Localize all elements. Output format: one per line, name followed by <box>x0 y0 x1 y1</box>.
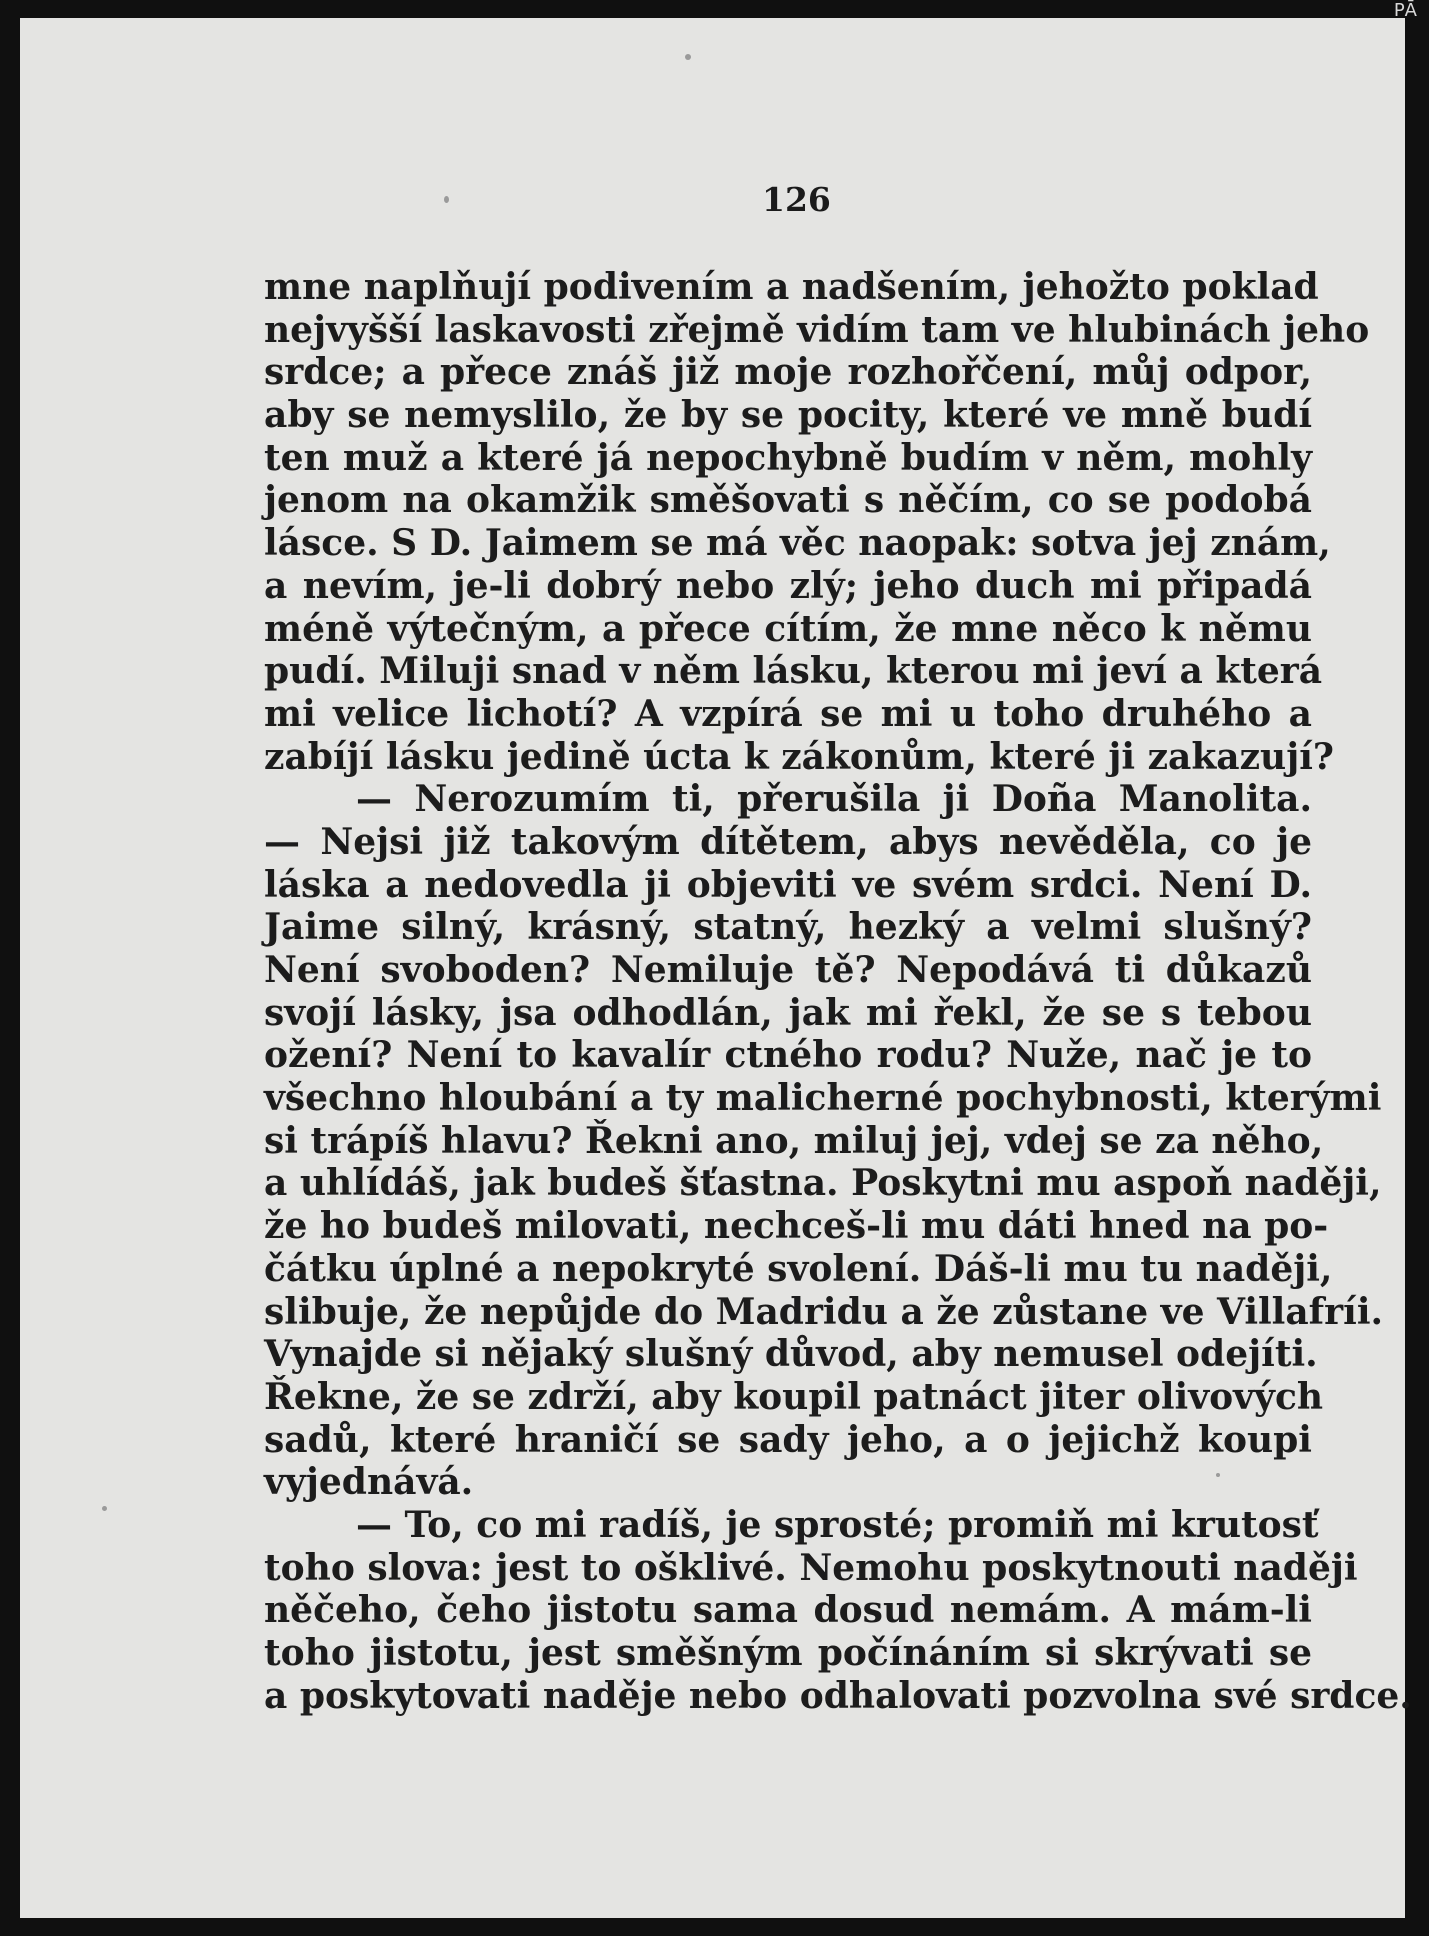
text-line: a nevím, je-li dobrý nebo zlý; jeho duch mi připadá <box>264 564 1312 607</box>
text-line: vyjednává. <box>264 1461 474 1504</box>
text-line: ožení? Není to kavalír ctného rodu? Nuže, nač je to <box>264 1034 1312 1077</box>
text-line: Řekne, že se zdrží, aby koupil patnáct jiter olivových <box>264 1375 1324 1418</box>
text-line: svojí lásky, jsa odhodlán, jak mi řekl, že se s tebou <box>264 991 1312 1034</box>
text-line: a poskytovati naděje nebo odhalovati pozvolna své srdce. <box>264 1674 1412 1717</box>
paper-speck <box>444 196 449 203</box>
text-line: láska a nedovedla ji objeviti ve svém srdci. Není D. <box>264 863 1312 906</box>
text-line: slibuje, že nepůjde do Madridu a že zůstane ve Villafríi. <box>264 1290 1384 1333</box>
text-line: něčeho, čeho jistotu sama dosud nemám. A mám-li <box>264 1589 1312 1632</box>
text-line: Vynajde si nějaký slušný důvod, aby nemusel odejíti. <box>264 1333 1318 1376</box>
text-line: a uhlídáš, jak budeš šťastna. Poskytni mu aspoň naději, <box>264 1162 1382 1205</box>
text-line: Není svoboden? Nemiluje tě? Nepodává ti důkazů <box>264 949 1312 991</box>
text-line: — To, co mi radíš, je sprosté; promiň mi krutosť <box>356 1503 1319 1546</box>
text-line: mi velice lichotí? A vzpírá se mi u toho druhého a <box>264 692 1312 735</box>
text-line: Jaime silný, krásný, statný, hezký a velmi slušný? <box>264 906 1312 949</box>
text-line: aby se nemyslilo, že by se pocity, které ve mně budí <box>264 394 1312 437</box>
text-line: všechno hloubání a ty malicherné pochybnosti, kterými <box>264 1077 1382 1120</box>
text-line: zabíjí lásku jedině úcta k zákonům, které ji zakazují? <box>264 735 1335 778</box>
text-line: pudí. Miluji snad v něm lásku, kterou mi jeví a která <box>264 650 1323 693</box>
text-line: že ho budeš milovati, nechceš-li mu dáti hned na po- <box>264 1205 1329 1248</box>
text-line: mne naplňují podivením a nadšením, jehožto poklad <box>264 266 1319 308</box>
text-line: lásce. S D. Jaimem se má věc naopak: sotva jej znám, <box>264 522 1331 565</box>
body-text <box>264 266 1412 1717</box>
corner-mark: PĀ <box>1393 0 1417 21</box>
text-line: srdce; a přece znáš již moje rozhořčení, můj odpor, <box>264 351 1312 394</box>
text-line: si trápíš hlavu? Řekni ano, miluj jej, vdej se za něho, <box>264 1119 1324 1162</box>
book-page <box>20 18 1412 1918</box>
text-line: — Nejsi již takovým dítětem, abys nevěděla, co je <box>264 820 1312 863</box>
text-line: toho slova: jest to ošklivé. Nemohu poskytnouti naději <box>264 1546 1358 1589</box>
paper-speck <box>102 1506 107 1511</box>
text-line: — Nerozumím ti, přerušila ji Doña Manolita. <box>356 778 1312 821</box>
text-line: sadů, které hraničí se sady jeho, a o jejichž koupi <box>264 1418 1312 1461</box>
text-line: méně výtečným, a přece cítím, že mne něco k němu <box>264 607 1312 650</box>
text-line: ten muž a které já nepochybně budím v něm, mohly <box>264 436 1312 479</box>
paper-speck <box>685 54 691 60</box>
text-line: toho jistotu, jest směšným počínáním si skrývati se <box>264 1632 1312 1674</box>
page-number: 126 <box>762 180 831 219</box>
text-line: čátku úplné a nepokryté svolení. Dáš-li mu tu naději, <box>264 1247 1333 1290</box>
text-line: jenom na okamžik směšovati s něčím, co se podobá <box>264 479 1312 522</box>
text-line: nejvyšší laskavosti zřejmě vidím tam ve hlubinách jeho <box>264 308 1370 351</box>
